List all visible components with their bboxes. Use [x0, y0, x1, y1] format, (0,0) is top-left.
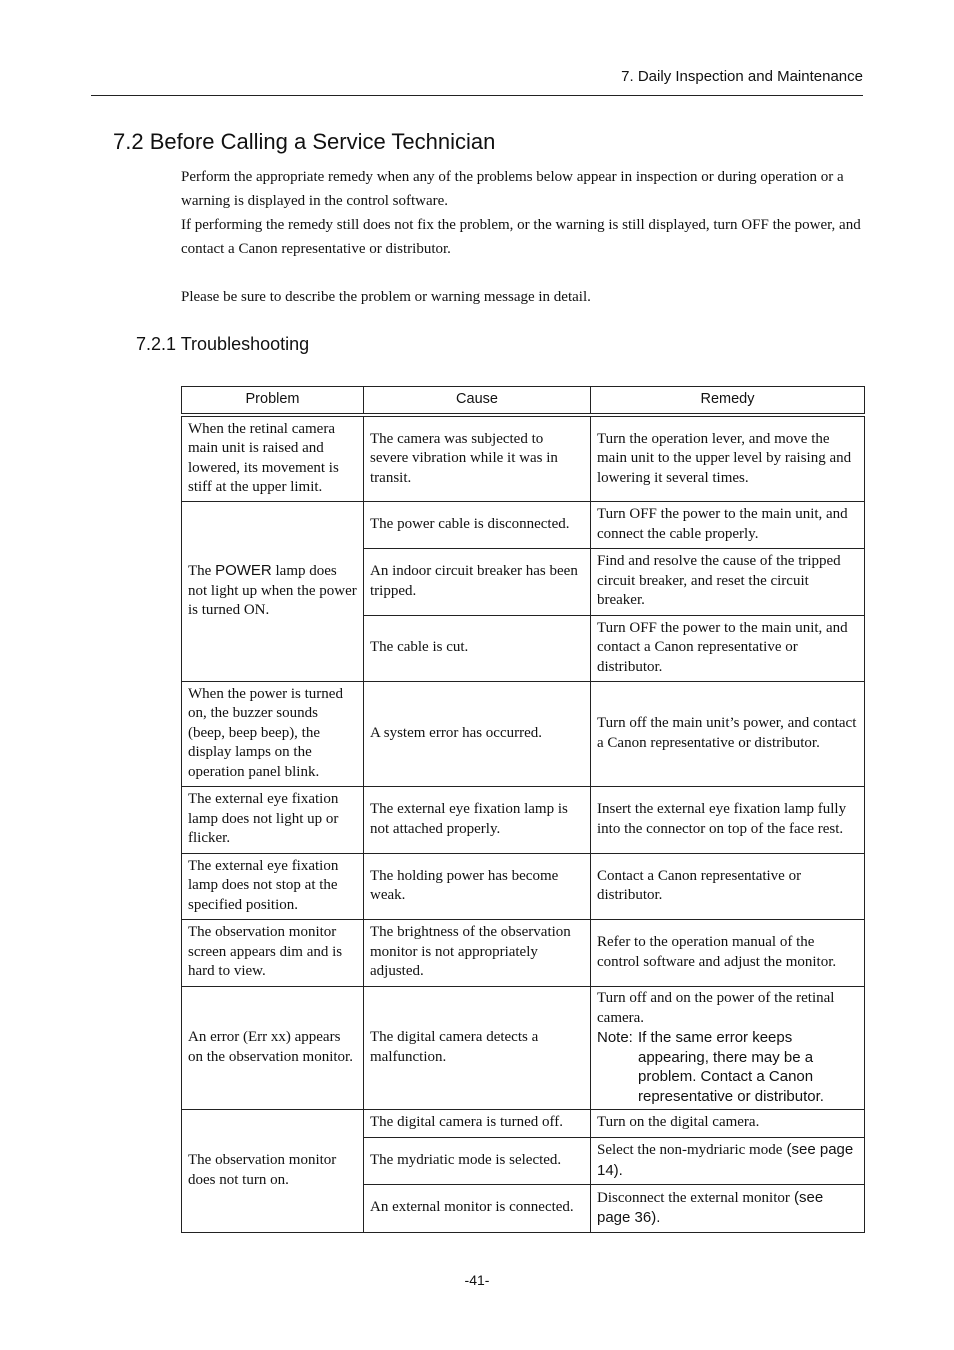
table-row [182, 1109, 865, 1137]
page-reference: (see page 14). [597, 1141, 854, 1179]
table-row [182, 853, 865, 919]
table-row [182, 986, 865, 1109]
remedy-cell: Turn off the main unit’s power, and contact a Canon representative or distributor. [591, 681, 865, 786]
intro-paragraph: If performing the remedy still does not fix the problem, or the warning is still displayed, turn OFF the power, and contact a Canon representative or distributor. [181, 217, 861, 257]
remedy-cell: Turn OFF the power to the main unit, and contact a Canon representative or distributor. [591, 615, 865, 681]
header-rule [91, 95, 863, 96]
cause-cell: The digital camera detects a malfunction. [364, 986, 591, 1109]
table-row [182, 415, 865, 501]
intro-paragraph: Perform the appropriate remedy when any of the problems below appear in inspection or during operation or a warning is displayed in the control software. [181, 169, 844, 209]
problem-cell: The observation monitor does not turn on. [182, 1109, 364, 1232]
column-header-problem: Problem [182, 387, 364, 416]
page-number: -41- [464, 1272, 490, 1288]
remedy-cell: Turn OFF the power to the main unit, and connect the cable properly. [591, 501, 865, 548]
cause-cell: The cable is cut. [364, 615, 591, 681]
remedy-text: Select the non-mydriaric mode [597, 1142, 783, 1158]
page-reference: (see page 36). [597, 1188, 824, 1226]
remedy-cell [591, 1137, 865, 1184]
note-label: Note: [597, 1029, 633, 1046]
section-title: 7.2 Before Calling a Service Technician [113, 129, 496, 154]
remedy-cell: Refer to the operation manual of the control software and adjust the monitor. [591, 919, 865, 986]
intro-paragraph: Please be sure to describe the problem or warning message in detail. [181, 289, 591, 305]
table-header-row [182, 387, 865, 416]
running-header: 7. Daily Inspection and Maintenance [621, 68, 863, 85]
remedy-text: Turn off and on the power of the retinal camera. [597, 990, 835, 1026]
column-header-cause: Cause [364, 387, 591, 416]
remedy-text: Disconnect the external monitor [597, 1189, 790, 1206]
problem-text: The [188, 563, 216, 580]
subsection-title: 7.2.1 Troubleshooting [136, 334, 310, 354]
table-row [182, 919, 865, 986]
troubleshooting-table [181, 386, 865, 1233]
power-lamp-label: POWER [215, 562, 272, 580]
cause-cell: The mydriatic mode is selected. [364, 1137, 591, 1184]
cause-cell: The brightness of the observation monitor is not appropriately adjusted. [364, 919, 591, 986]
cause-cell: The digital camera is turned off. [364, 1109, 591, 1137]
cause-cell: An indoor circuit breaker has been tripped. [364, 548, 591, 615]
remedy-cell [591, 1184, 865, 1232]
table-row [182, 501, 865, 548]
cause-cell: The holding power has become weak. [364, 853, 591, 919]
remedy-cell: Find and resolve the cause of the tripped circuit breaker, and reset the circuit breaker. [591, 548, 865, 615]
remedy-cell: Turn on the digital camera. [591, 1109, 865, 1137]
cause-cell: The external eye fixation lamp is not attached properly. [364, 786, 591, 853]
cause-cell: The camera was subjected to severe vibration while it was in transit. [364, 415, 591, 501]
table-row [182, 786, 865, 853]
remedy-cell [591, 986, 865, 1109]
problem-cell: The external eye fixation lamp does not stop at the specified position. [182, 853, 364, 919]
column-header-remedy: Remedy [591, 387, 865, 416]
remedy-cell: Turn the operation lever, and move the main unit to the upper level by raising and lowering it several times. [591, 415, 865, 501]
problem-cell: When the retinal camera main unit is raised and lowered, its movement is stiff at the upper limit. [182, 415, 364, 501]
remedy-cell: Contact a Canon representative or distributor. [591, 853, 865, 919]
problem-cell [182, 501, 364, 681]
cause-cell: The power cable is disconnected. [364, 501, 591, 548]
remedy-cell: Insert the external eye fixation lamp fully into the connector on top of the face rest. [591, 786, 865, 853]
cause-cell: A system error has occurred. [364, 681, 591, 786]
problem-cell: The external eye fixation lamp does not light up or flicker. [182, 786, 364, 853]
problem-cell: When the power is turned on, the buzzer sounds (beep, beep beep), the display lamps on the operation panel blink. [182, 681, 364, 786]
note-text: If the same error keeps appearing, there may be a problem. Contact a Canon representative or distributor. [638, 1029, 824, 1105]
table-row [182, 681, 865, 786]
cause-cell: An external monitor is connected. [364, 1184, 591, 1232]
note [597, 1028, 858, 1106]
problem-text: lamp does not light up when the power is turned ON. [188, 563, 357, 619]
problem-cell: An error (Err xx) appears on the observation monitor. [182, 986, 364, 1109]
intro-text [181, 165, 871, 309]
problem-cell: The observation monitor screen appears dim and is hard to view. [182, 919, 364, 986]
